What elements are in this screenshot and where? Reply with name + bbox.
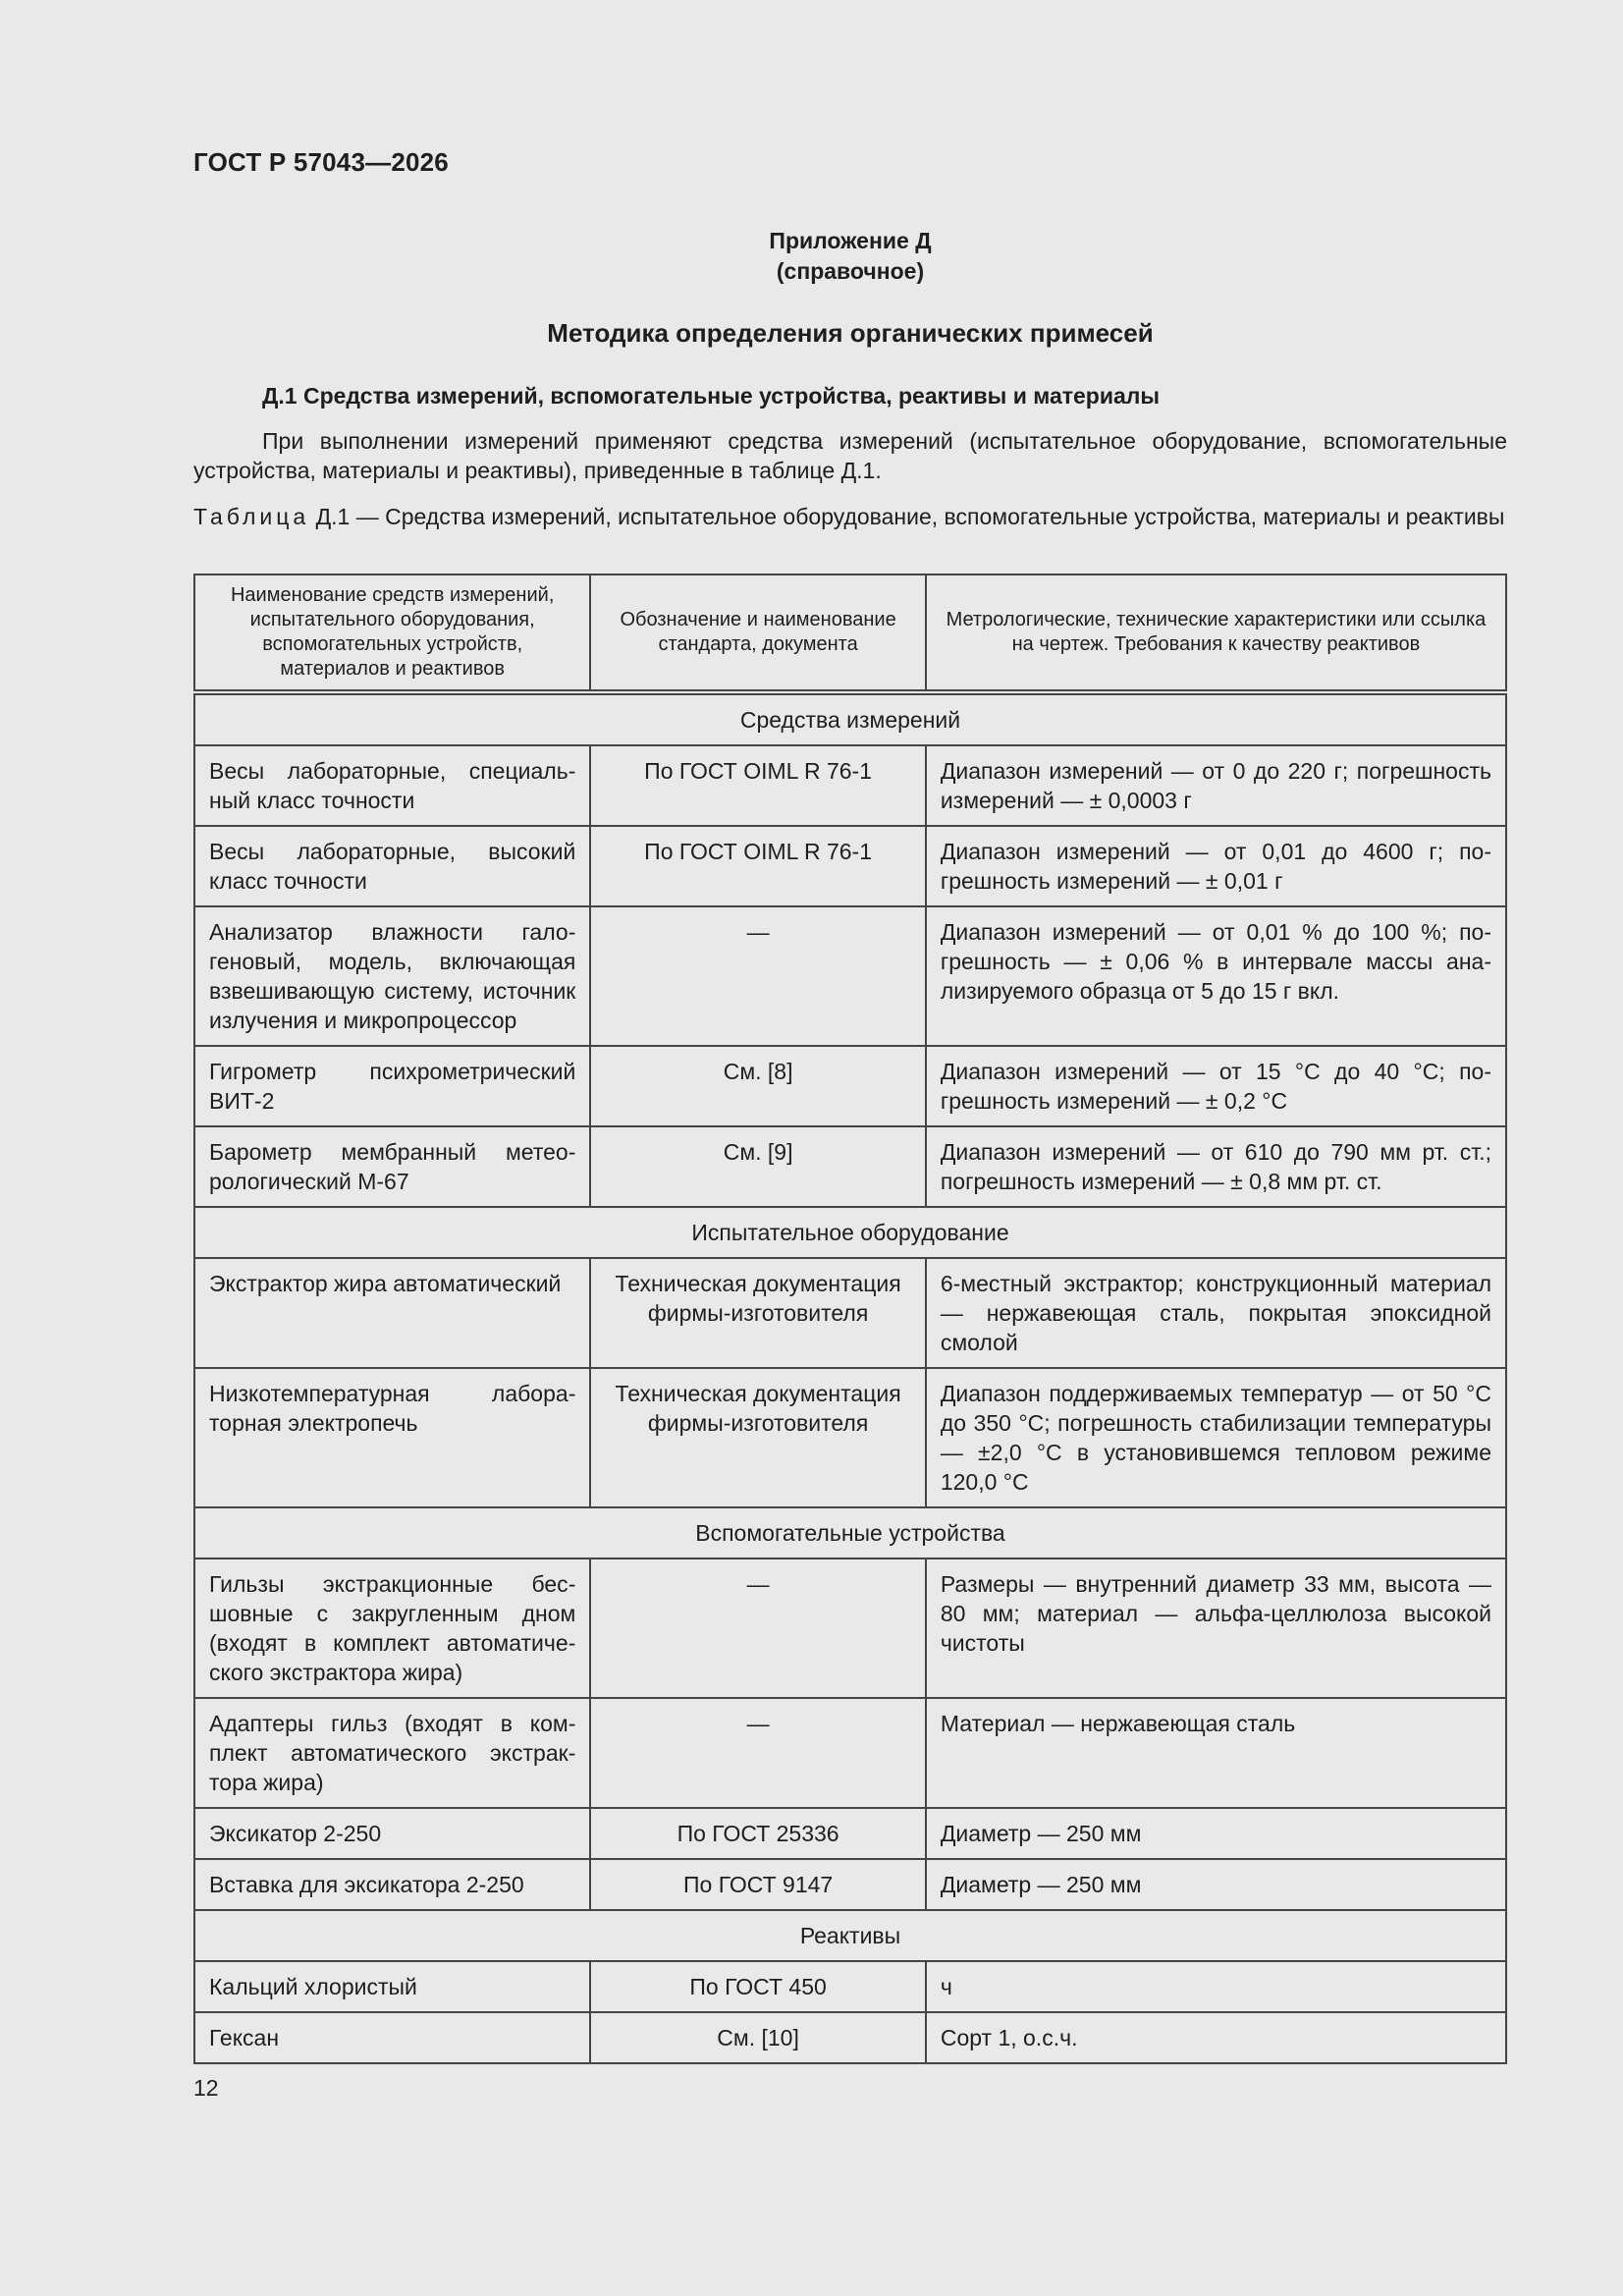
cell-standard: По ГОСТ 450 [590,1961,925,2012]
cell-characteristics: Диапазон измерений — от 0 до 220 г; погрешность измерений — ± 0,0003 г [926,745,1506,826]
cell-characteristics: Диапазон измерений — от 0,01 до 4600 г; погрешность измерений — ± 0,01 г [926,826,1506,906]
table-row [194,1046,1506,1126]
section-heading: Д.1 Средства измерений, вспомогательные устройства, реактивы и материалы [262,383,1161,409]
section-title: Средства измерений [194,692,1506,745]
cell-name: Кальций хлористый [194,1961,590,2012]
table-row [194,1126,1506,1207]
cell-name: Низкотемпературная лабораторная электропечь [194,1368,590,1507]
section-row [194,1207,1506,1258]
cell-standard: Техническая документация фирмы-изготовителя [590,1258,925,1368]
cell-standard: — [590,1698,925,1808]
cell-characteristics: Диапазон измерений — от 610 до 790 мм рт. ст.; погрешность измерений — ± 0,8 мм рт. ст. [926,1126,1506,1207]
cell-standard: — [590,1558,925,1698]
cell-characteristics: Сорт 1, о.с.ч. [926,2012,1506,2063]
cell-name: Эксикатор 2-250 [194,1808,590,1859]
cell-name: Весы лабораторные, высокий класс точности [194,826,590,906]
cell-name: Гексан [194,2012,590,2063]
cell-characteristics: Диапазон поддерживаемых температур — от 50 °С до 350 °С; погрешность стабилизации температуры — ±2,0 °С в установившемся тепловом режиме 120,0 °С [926,1368,1506,1507]
cell-name: Барометр мембранный метеорологический М-67 [194,1126,590,1207]
cell-standard: По ГОСТ OIML R 76-1 [590,745,925,826]
cell-characteristics: Диаметр — 250 мм [926,1808,1506,1859]
method-title: Методика определения органических примесей [547,318,1154,348]
table-row [194,1698,1506,1808]
table-row [194,745,1506,826]
cell-standard: См. [10] [590,2012,925,2063]
cell-characteristics: Размеры — внутренний диаметр 33 мм, высота — 80 мм; материал — альфа-целлюлоза высокой чистоты [926,1558,1506,1698]
cell-standard: Техническая документация фирмы-изготовителя [590,1368,925,1507]
cell-characteristics: 6-местный экстрактор; конструкционный материал — нержавеющая сталь, покрытая эпоксидной смолой [926,1258,1506,1368]
cell-standard: — [590,906,925,1046]
header-characteristics: Метрологические, технические характеристики или ссылка на чертеж. Требования к качеству реактивов [926,574,1506,692]
section-title: Испытательное оборудование [194,1207,1506,1258]
table-row [194,1558,1506,1698]
table-header-row [194,574,1506,692]
cell-name: Весы лабораторные, специальный класс точности [194,745,590,826]
annex-heading [193,226,1507,287]
annex-title: Приложение Д [769,228,932,253]
cell-standard: По ГОСТ 9147 [590,1859,925,1910]
header-name: Наименование средств измерений, испытательного оборудования, вспомогательных устройств, материалов и реактивов [194,574,590,692]
cell-characteristics: Диаметр — 250 мм [926,1859,1506,1910]
cell-standard: См. [8] [590,1046,925,1126]
cell-name: Гигрометр психрометрический ВИТ-2 [194,1046,590,1126]
header-standard: Обозначение и наименование стандарта, документа [590,574,925,692]
cell-name: Анализатор влажности галогеновый, модель, включающая взвешивающую систему, источник излучения и микропроцессор [194,906,590,1046]
table-row [194,1258,1506,1368]
cell-name: Адаптеры гильз (входят в комплект автоматического экстрактора жира) [194,1698,590,1808]
annex-type: (справочное) [776,258,925,284]
cell-characteristics: ч [926,1961,1506,2012]
cell-characteristics: Диапазон измерений — от 15 °С до 40 °С; погрешность измерений — ± 0,2 °С [926,1046,1506,1126]
table-row [194,1368,1506,1507]
table-row [194,1859,1506,1910]
cell-name: Вставка для эксикатора 2-250 [194,1859,590,1910]
table-body [194,692,1506,2063]
table-row [194,2012,1506,2063]
section-row [194,692,1506,745]
table-row [194,906,1506,1046]
cell-name: Экстрактор жира автоматический [194,1258,590,1368]
cell-standard: По ГОСТ OIML R 76-1 [590,826,925,906]
intro-paragraph: При выполнении измерений применяют средства измерений (испытательное оборудование, вспомогательные устройства, материалы и реактивы), приведенные в таблице Д.1. [193,428,1507,483]
section-row [194,1507,1506,1558]
page-number: 12 [193,2075,219,2101]
cell-standard: См. [9] [590,1126,925,1207]
table-caption [193,502,1507,531]
cell-standard: По ГОСТ 25336 [590,1808,925,1859]
table-row [194,1961,1506,2012]
section-title: Реактивы [194,1910,1506,1961]
table-row [194,1808,1506,1859]
table-caption-text: Д.1 — Средства измерений, испытательное оборудование, вспомогательные устройства, материалы и реактивы [309,504,1505,529]
equipment-table [193,574,1507,2064]
cell-characteristics: Материал — нержавеющая сталь [926,1698,1506,1808]
section-row [194,1910,1506,1961]
table-row [194,826,1506,906]
table-caption-label: Таблица [193,504,310,529]
section-title: Вспомогательные устройства [194,1507,1506,1558]
document-code: ГОСТ Р 57043—2026 [193,147,449,177]
cell-name: Гильзы экстракционные бесшовные с закругленным дном (входят в комплект автоматического экстрактора жира) [194,1558,590,1698]
cell-characteristics: Диапазон измерений — от 0,01 % до 100 %; погрешность — ± 0,06 % в интервале массы анализируемого образца от 5 до 15 г вкл. [926,906,1506,1046]
